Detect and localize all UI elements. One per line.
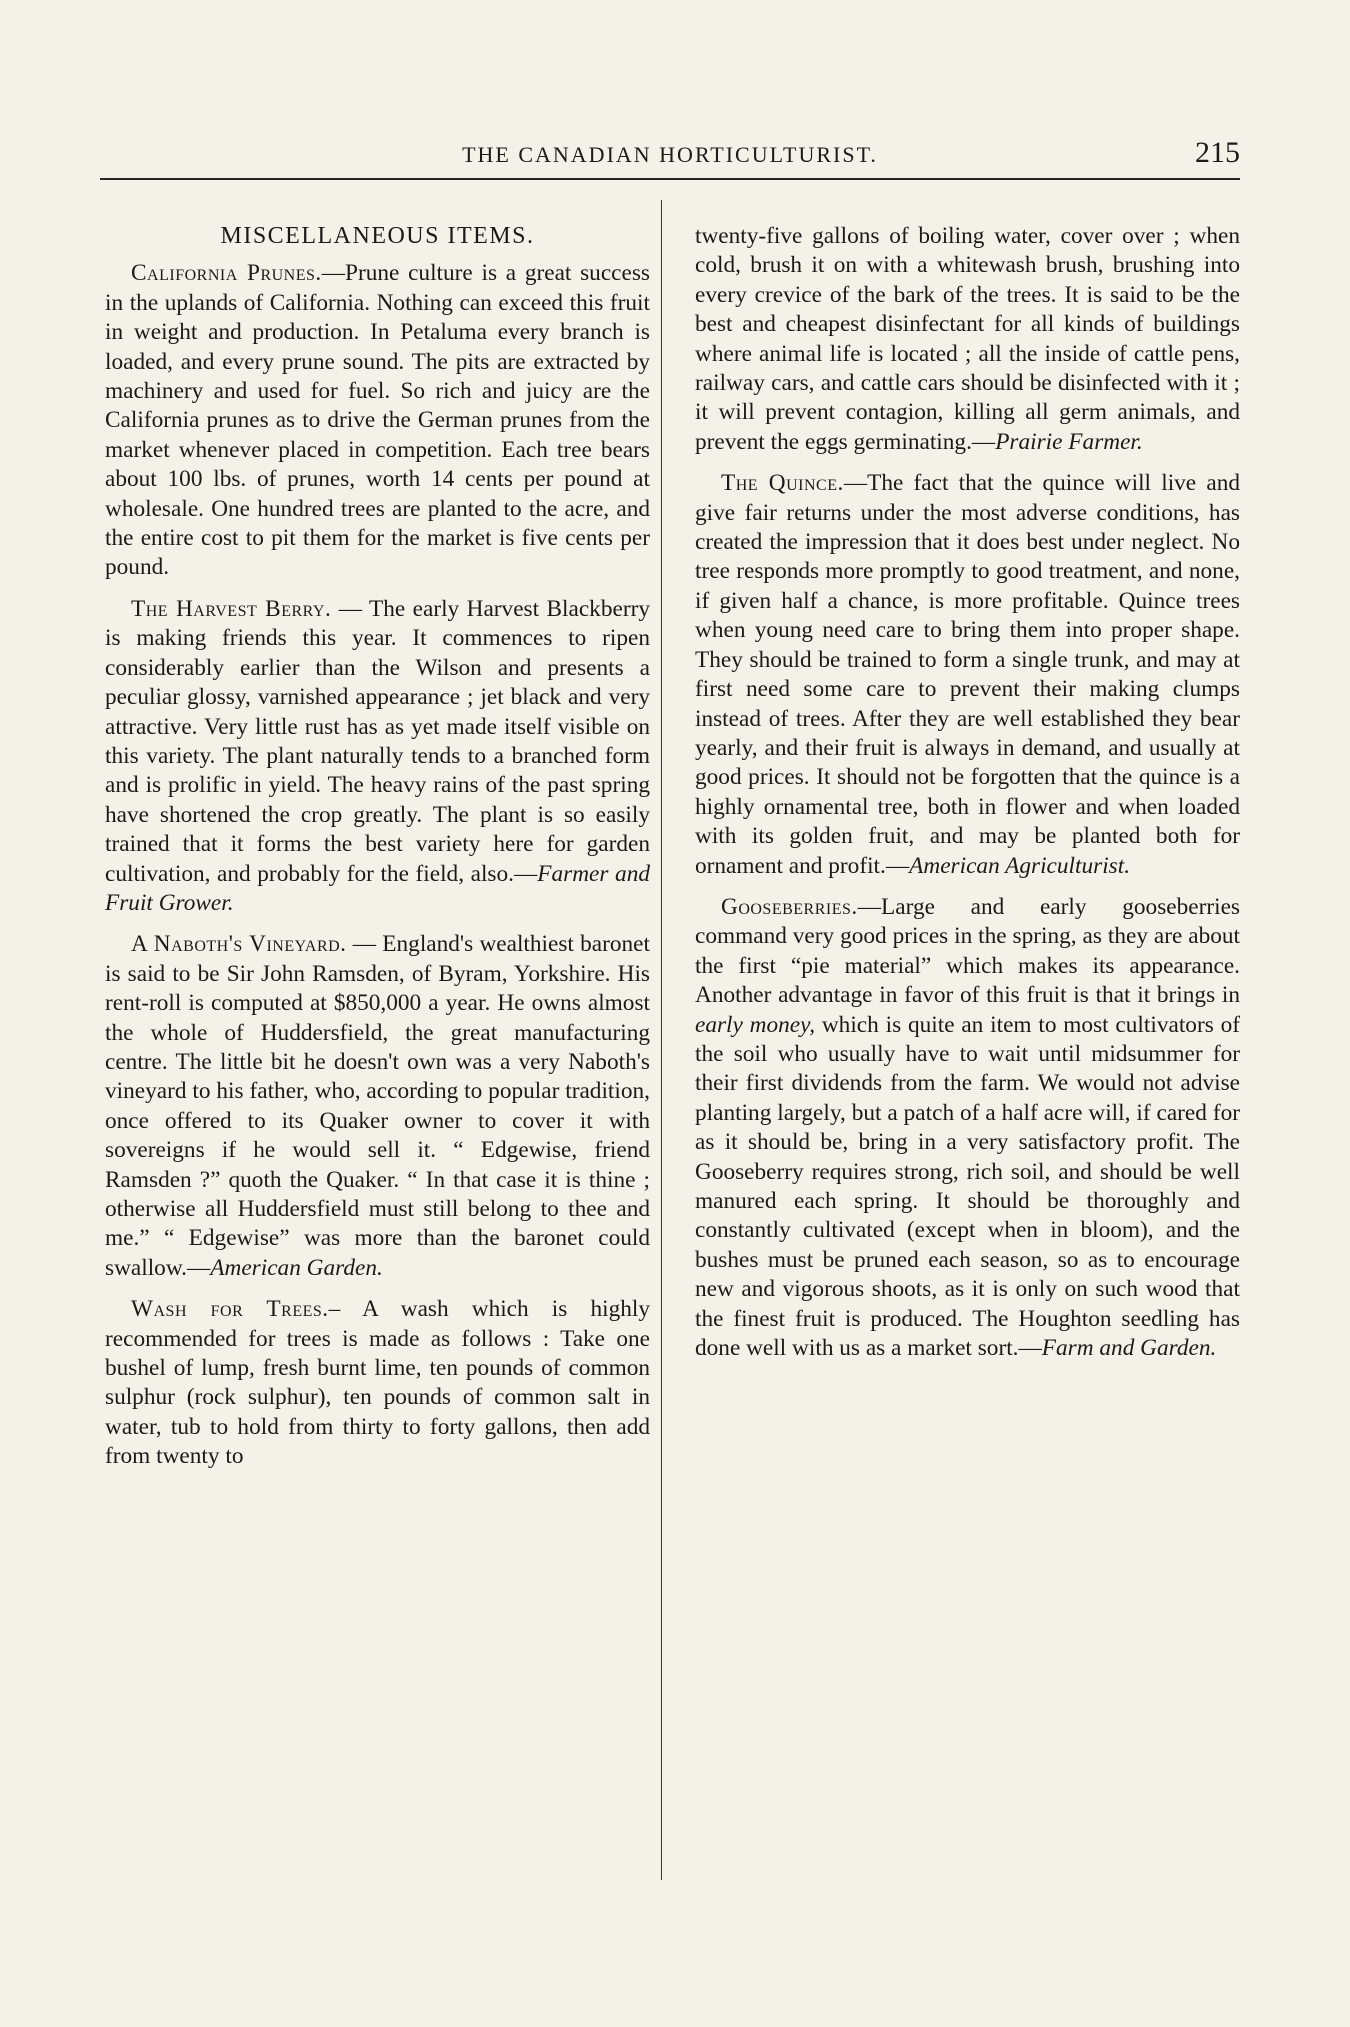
page-number: 215 xyxy=(1195,136,1240,169)
item-heading: Gooseberries. xyxy=(721,893,858,920)
item-california-prunes xyxy=(105,259,650,582)
page-header xyxy=(100,138,1240,180)
running-head: THE CANADIAN HORTICULTURIST. xyxy=(462,142,878,167)
item-emphasis: early money, xyxy=(695,1011,816,1038)
item-body: —Prune culture is a great success in the uplands of California. Nothing can exceed this fruit in weight and production. In Petaluma every branch is loaded, and every prune sound. The pits are extracted by machinery and used for fuel. So rich and juicy are the California prunes as to drive the German prunes from the market whenever placed in competition. Each tree bears about 100 lbs. of prunes, worth 14 cents per pound at wholesale. One hundred trees are planted to the acre, and the entire cost to pit them for the market is five cents per pound. xyxy=(105,260,650,581)
item-body: — England's wealthiest baronet is said to be Sir John Ramsden, of Byram, Yorkshire. His rent-roll is computed at $850,000 a year. He owns almost the whole of Huddersfield, the great manufacturing centre. The little bit he doesn't own was a very Naboth's vineyard to his father, who, according to popular tradition, once offered to its Quaker owner to cover it with sovereigns if he would sell it. “ Edgewise, friend Ramsden ?” quoth the Quaker. “ In that case it is thine ; otherwise all Huddersfield must still belong to thee and me.” “ Edgewise” was more than the baronet could swallow.— xyxy=(105,931,650,1281)
item-body: – A wash which is highly recommended for trees is made as follows : Take one bushel of lump, fresh burnt lime, ten pounds of common sulphur (rock sulphur), ten pounds of common salt in water, tub to hold from thirty to forty gallons, then add from twenty to xyxy=(105,1296,650,1470)
item-source: Farm and Garden. xyxy=(1041,1335,1217,1362)
item-body: —Large and early gooseberries command very good prices in the spring, as they are about the first “pie material” which makes its appearance. Another advantage in favor of this fruit is that it brings in xyxy=(695,893,1240,1009)
item-heading: The Harvest Berry. xyxy=(131,595,332,622)
item-harvest-berry xyxy=(105,595,650,918)
item-heading: Wash for Trees. xyxy=(131,1296,329,1323)
left-column xyxy=(105,222,650,1484)
right-column xyxy=(695,222,1240,1375)
section-title: MISCELLANEOUS ITEMS. xyxy=(220,223,535,249)
item-body: twenty-five gallons of boiling water, cover over ; when cold, brush it on with a whitewash brush, brushing into every crevice of the bark of the trees. It is said to be the best and cheapest disinfectant for all kinds of buildings where animal life is located ; all the inside of cattle pens, railway cars, and cattle cars should be disinfected with it ; it will prevent contagion, killing all germ animals, and prevent the eggs germinating.— xyxy=(695,223,1240,455)
item-source: American Garden. xyxy=(210,1254,383,1281)
item-the-quince xyxy=(695,469,1240,881)
item-body: — The early Harvest Blackberry is making friends this year. It commences to ripen considerably earlier than the Wilson and presents a peculiar glossy, varnished appearance ; jet black and very attractive. Very little rust has as yet made itself visible on this variety. The plant naturally tends to a branched form and is prolific in yield. The heavy rains of the past spring have shortened the crop greatly. The plant is so easily trained that it forms the best variety here for garden cultivation, and probably for the field, also.— xyxy=(105,595,650,887)
item-source: American Agriculturist. xyxy=(909,852,1131,879)
item-wash-for-trees xyxy=(105,1295,650,1471)
item-naboths-vineyard xyxy=(105,930,650,1283)
item-wash-for-trees-continued xyxy=(695,222,1240,457)
item-body: —The fact that the quince will live and give fair returns under the most adverse conditions, has created the impression that it does best under neglect. No tree responds more promptly to good treatment, and none, if given half a chance, is more profitable. Quince trees when young need care to bring them into proper shape. They should be trained to form a single trunk, and may at first need some care to prevent their making clumps instead of trees. After they are well established they bear yearly, and their fruit is always in demand, and usually at good prices. It should not be forgotten that the quince is a highly ornamental tree, both in flower and when loaded with its golden fruit, and may be planted both for ornament and profit.— xyxy=(695,470,1240,879)
item-heading: A Naboth's Vineyard. xyxy=(131,931,347,958)
item-source: Prairie Farmer. xyxy=(995,428,1143,455)
item-body: which is quite an item to most cultivators of the soil who usually have to wait until midsummer for their first dividends from the farm. We would not advise planting largely, but a patch of a half acre will, if cared for as it should be, bring in a very satisfactory profit. The Gooseberry requires strong, rich soil, and should be well manured each spring. It should be thoroughly and constantly cultivated (except when in bloom), and the bushes must be pruned each season, so as to encourage new and vigorous shoots, as it is only on such wood that the finest fruit is produced. The Houghton seedling has done well with us as a market sort.— xyxy=(695,1011,1240,1362)
item-source: Farmer and Fruit Grower. xyxy=(105,860,650,916)
column-rule xyxy=(661,200,662,1880)
item-heading: California Prunes. xyxy=(131,260,322,287)
item-heading: The Quince. xyxy=(721,470,844,497)
item-gooseberries xyxy=(695,893,1240,1364)
